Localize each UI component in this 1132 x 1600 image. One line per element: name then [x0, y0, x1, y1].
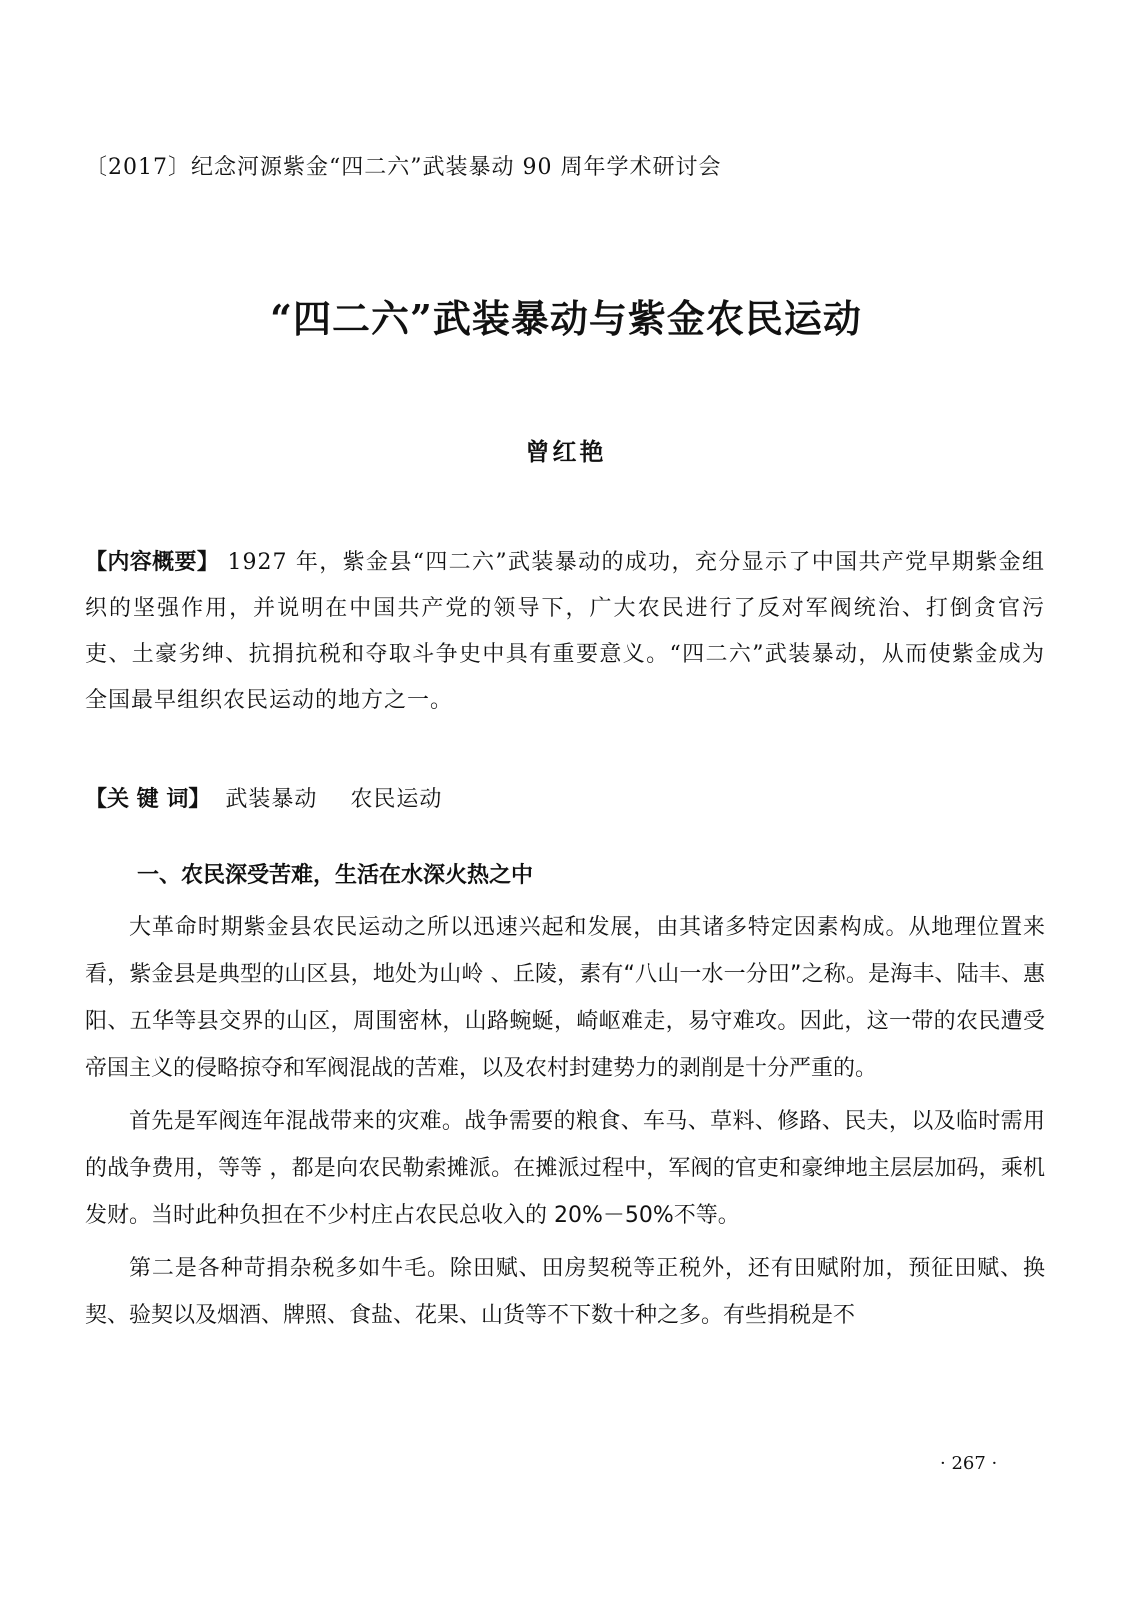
keyword-item: 农民运动: [350, 787, 443, 812]
section-heading: 一、农民深受苦难，生活在水深火热之中: [137, 863, 534, 888]
body-paragraph: 大革命时期紫金县农民运动之所以迅速兴起和发展，由其诸多特定因素构成。从地理位置来看，紫金县是典型的山区县，地处为山岭 、丘陵，素有“八山一水一分田”之称。是海丰、陆丰、惠阳、五华等县交界的山区，周围密林，山路蜿蜒，崎岖难走，易守难攻。因此，这一带的农民遭受帝国主义的侵略掠夺和军阀混战的苦难，以及农村封建势力的剥削是十分严重的。: [85, 915, 1045, 1081]
abstract-block: [85, 540, 1045, 724]
conference-header: 〔2017〕纪念河源紫金“四二六”武装暴动 90 周年学术研讨会: [85, 155, 722, 180]
keywords-block: [85, 780, 1045, 820]
abstract-text: 1927 年，紫金县“四二六”武装暴动的成功，充分显示了中国共产党早期紫金组织的坚强作用，并说明在中国共产党的领导下，广大农民进行了反对军阀统治、打倒贪官污吏、土豪劣绅、抗捐抗税和夺取斗争史中具有重要意义。“四二六”武装暴动，从而使紫金成为全国最早组织农民运动的地方之一。: [85, 550, 1045, 713]
keyword-item: 武装暴动: [225, 787, 318, 812]
article-title: “四二六”武装暴动与紫金农民运动: [270, 296, 862, 341]
abstract-label: 【内容概要】: [85, 550, 220, 575]
page-number: · 267 ·: [940, 1453, 998, 1474]
keywords-label: 【关 键 词】: [85, 787, 211, 812]
body-paragraph: 首先是军阀连年混战带来的灾难。战争需要的粮食、车马、草料、修路、民夫，以及临时需用的战争费用，等等 ，都是向农民勒索摊派。在摊派过程中，军阀的官吏和豪绅地主层层加码，乘机发财。当时此种负担在不少村庄占农民总收入的 20%－50%不等。: [85, 1109, 1045, 1228]
body-text: [85, 904, 1045, 1339]
article-author: 曾红艳: [525, 437, 607, 466]
body-paragraph: 第二是各种苛捐杂税多如牛毛。除田赋、田房契税等正税外，还有田赋附加，预征田赋、换契、验契以及烟酒、牌照、食盐、花果、山货等不下数十种之多。有些捐税是不: [85, 1256, 1045, 1328]
